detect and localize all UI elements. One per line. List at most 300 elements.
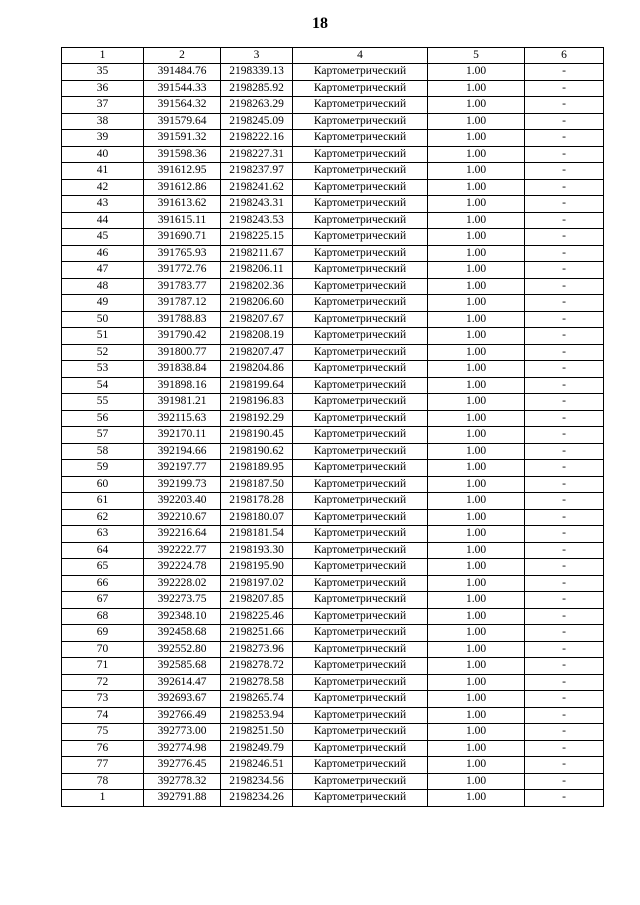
table-row [62,493,604,510]
y-coordinate-cell: 2198339.13 [221,64,293,81]
table-row [62,163,604,180]
table-row [62,311,604,328]
accuracy-cell: 1.00 [428,97,525,114]
table-row [62,212,604,229]
x-coordinate-cell: 391564.32 [144,97,221,114]
note-cell: - [525,64,604,81]
x-coordinate-cell: 392199.73 [144,476,221,493]
y-coordinate-cell: 2198202.36 [221,278,293,295]
method-cell: Картометрический [293,410,428,427]
y-coordinate-cell: 2198193.30 [221,542,293,559]
method-cell: Картометрический [293,377,428,394]
table-row [62,344,604,361]
accuracy-cell: 1.00 [428,460,525,477]
method-cell: Картометрический [293,361,428,378]
table-row [62,740,604,757]
method-cell: Картометрический [293,641,428,658]
point-number-cell: 75 [62,724,144,741]
y-coordinate-cell: 2198190.45 [221,427,293,444]
accuracy-cell: 1.00 [428,146,525,163]
y-coordinate-cell: 2198180.07 [221,509,293,526]
accuracy-cell: 1.00 [428,410,525,427]
note-cell: - [525,377,604,394]
x-coordinate-cell: 392197.77 [144,460,221,477]
y-coordinate-cell: 2198190.62 [221,443,293,460]
point-number-cell: 73 [62,691,144,708]
method-cell: Картометрический [293,592,428,609]
table-row [62,245,604,262]
table-row [62,262,604,279]
x-coordinate-cell: 392273.75 [144,592,221,609]
note-cell: - [525,344,604,361]
method-cell: Картометрический [293,575,428,592]
y-coordinate-cell: 2198241.62 [221,179,293,196]
y-coordinate-cell: 2198206.11 [221,262,293,279]
x-coordinate-cell: 392585.68 [144,658,221,675]
note-cell: - [525,163,604,180]
y-coordinate-cell: 2198246.51 [221,757,293,774]
note-cell: - [525,460,604,477]
method-cell: Картометрический [293,773,428,790]
method-cell: Картометрический [293,707,428,724]
accuracy-cell: 1.00 [428,179,525,196]
y-coordinate-cell: 2198207.67 [221,311,293,328]
table-row [62,707,604,724]
note-cell: - [525,410,604,427]
x-coordinate-cell: 391765.93 [144,245,221,262]
method-cell: Картометрический [293,691,428,708]
table-row [62,460,604,477]
accuracy-cell: 1.00 [428,625,525,642]
point-number-cell: 56 [62,410,144,427]
method-cell: Картометрический [293,608,428,625]
x-coordinate-cell: 392776.45 [144,757,221,774]
y-coordinate-cell: 2198196.83 [221,394,293,411]
point-number-cell: 44 [62,212,144,229]
note-cell: - [525,146,604,163]
accuracy-cell: 1.00 [428,724,525,741]
coordinates-table [61,47,604,807]
accuracy-cell: 1.00 [428,163,525,180]
accuracy-cell: 1.00 [428,493,525,510]
y-coordinate-cell: 2198199.64 [221,377,293,394]
method-cell: Картометрический [293,625,428,642]
x-coordinate-cell: 391612.86 [144,179,221,196]
x-coordinate-cell: 392774.98 [144,740,221,757]
note-cell: - [525,262,604,279]
point-number-cell: 35 [62,64,144,81]
method-cell: Картометрический [293,427,428,444]
note-cell: - [525,542,604,559]
y-coordinate-cell: 2198273.96 [221,641,293,658]
note-cell: - [525,674,604,691]
point-number-cell: 40 [62,146,144,163]
note-cell: - [525,608,604,625]
y-coordinate-cell: 2198225.46 [221,608,293,625]
method-cell: Картометрический [293,97,428,114]
table-row [62,509,604,526]
point-number-cell: 37 [62,97,144,114]
x-coordinate-cell: 391772.76 [144,262,221,279]
point-number-cell: 68 [62,608,144,625]
method-cell: Картометрический [293,757,428,774]
method-cell: Картометрический [293,130,428,147]
accuracy-cell: 1.00 [428,245,525,262]
x-coordinate-cell: 392194.66 [144,443,221,460]
point-number-cell: 47 [62,262,144,279]
accuracy-cell: 1.00 [428,377,525,394]
x-coordinate-cell: 392458.68 [144,625,221,642]
x-coordinate-cell: 391800.77 [144,344,221,361]
x-coordinate-cell: 392552.80 [144,641,221,658]
table-row [62,377,604,394]
table-row [62,790,604,807]
accuracy-cell: 1.00 [428,740,525,757]
point-number-cell: 51 [62,328,144,345]
y-coordinate-cell: 2198195.90 [221,559,293,576]
point-number-cell: 48 [62,278,144,295]
accuracy-cell: 1.00 [428,113,525,130]
note-cell: - [525,757,604,774]
method-cell: Картометрический [293,146,428,163]
table-row [62,229,604,246]
table-row [62,130,604,147]
x-coordinate-cell: 391591.32 [144,130,221,147]
method-cell: Картометрический [293,245,428,262]
y-coordinate-cell: 2198265.74 [221,691,293,708]
point-number-cell: 50 [62,311,144,328]
method-cell: Картометрический [293,476,428,493]
accuracy-cell: 1.00 [428,592,525,609]
table-row [62,64,604,81]
note-cell: - [525,707,604,724]
note-cell: - [525,427,604,444]
x-coordinate-cell: 392115.63 [144,410,221,427]
y-coordinate-cell: 2198225.15 [221,229,293,246]
y-coordinate-cell: 2198278.58 [221,674,293,691]
table-row [62,757,604,774]
accuracy-cell: 1.00 [428,790,525,807]
point-number-cell: 60 [62,476,144,493]
y-coordinate-cell: 2198251.66 [221,625,293,642]
method-cell: Картометрический [293,311,428,328]
y-coordinate-cell: 2198237.97 [221,163,293,180]
y-coordinate-cell: 2198187.50 [221,476,293,493]
y-coordinate-cell: 2198192.29 [221,410,293,427]
table-row [62,328,604,345]
note-cell: - [525,691,604,708]
method-cell: Картометрический [293,196,428,213]
y-coordinate-cell: 2198208.19 [221,328,293,345]
y-coordinate-cell: 2198234.26 [221,790,293,807]
method-cell: Картометрический [293,278,428,295]
method-cell: Картометрический [293,724,428,741]
header-cell: 1 [62,48,144,64]
y-coordinate-cell: 2198263.29 [221,97,293,114]
table-row [62,674,604,691]
accuracy-cell: 1.00 [428,674,525,691]
table-row [62,658,604,675]
accuracy-cell: 1.00 [428,641,525,658]
note-cell: - [525,476,604,493]
x-coordinate-cell: 392766.49 [144,707,221,724]
table-row [62,625,604,642]
note-cell: - [525,328,604,345]
accuracy-cell: 1.00 [428,311,525,328]
note-cell: - [525,394,604,411]
x-coordinate-cell: 392210.67 [144,509,221,526]
x-coordinate-cell: 392222.77 [144,542,221,559]
table-row [62,691,604,708]
method-cell: Картометрический [293,526,428,543]
method-cell: Картометрический [293,212,428,229]
table-row [62,724,604,741]
note-cell: - [525,740,604,757]
accuracy-cell: 1.00 [428,443,525,460]
note-cell: - [525,443,604,460]
x-coordinate-cell: 392778.32 [144,773,221,790]
method-cell: Картометрический [293,740,428,757]
note-cell: - [525,130,604,147]
table-row [62,608,604,625]
accuracy-cell: 1.00 [428,757,525,774]
x-coordinate-cell: 391783.77 [144,278,221,295]
point-number-cell: 67 [62,592,144,609]
table-row [62,295,604,312]
method-cell: Картометрический [293,542,428,559]
note-cell: - [525,592,604,609]
accuracy-cell: 1.00 [428,691,525,708]
x-coordinate-cell: 392224.78 [144,559,221,576]
y-coordinate-cell: 2198204.86 [221,361,293,378]
point-number-cell: 42 [62,179,144,196]
y-coordinate-cell: 2198285.92 [221,80,293,97]
point-number-cell: 41 [62,163,144,180]
method-cell: Картометрический [293,179,428,196]
method-cell: Картометрический [293,559,428,576]
point-number-cell: 77 [62,757,144,774]
method-cell: Картометрический [293,493,428,510]
method-cell: Картометрический [293,344,428,361]
point-number-cell: 52 [62,344,144,361]
y-coordinate-cell: 2198251.50 [221,724,293,741]
accuracy-cell: 1.00 [428,658,525,675]
note-cell: - [525,559,604,576]
note-cell: - [525,641,604,658]
note-cell: - [525,724,604,741]
header-cell: 6 [525,48,604,64]
accuracy-cell: 1.00 [428,328,525,345]
table-row [62,575,604,592]
x-coordinate-cell: 391598.36 [144,146,221,163]
method-cell: Картометрический [293,460,428,477]
note-cell: - [525,311,604,328]
point-number-cell: 43 [62,196,144,213]
method-cell: Картометрический [293,113,428,130]
point-number-cell: 53 [62,361,144,378]
header-cell: 4 [293,48,428,64]
y-coordinate-cell: 2198206.60 [221,295,293,312]
point-number-cell: 38 [62,113,144,130]
method-cell: Картометрический [293,658,428,675]
accuracy-cell: 1.00 [428,773,525,790]
point-number-cell: 69 [62,625,144,642]
note-cell: - [525,245,604,262]
accuracy-cell: 1.00 [428,559,525,576]
point-number-cell: 36 [62,80,144,97]
x-coordinate-cell: 392693.67 [144,691,221,708]
accuracy-cell: 1.00 [428,278,525,295]
point-number-cell: 39 [62,130,144,147]
method-cell: Картометрический [293,80,428,97]
point-number-cell: 66 [62,575,144,592]
page-number: 18 [312,15,328,32]
note-cell: - [525,295,604,312]
note-cell: - [525,179,604,196]
header-cell: 5 [428,48,525,64]
x-coordinate-cell: 391690.71 [144,229,221,246]
accuracy-cell: 1.00 [428,80,525,97]
accuracy-cell: 1.00 [428,295,525,312]
point-number-cell: 59 [62,460,144,477]
y-coordinate-cell: 2198181.54 [221,526,293,543]
point-number-cell: 76 [62,740,144,757]
x-coordinate-cell: 392203.40 [144,493,221,510]
header-cell: 3 [221,48,293,64]
accuracy-cell: 1.00 [428,575,525,592]
note-cell: - [525,196,604,213]
accuracy-cell: 1.00 [428,212,525,229]
note-cell: - [525,509,604,526]
accuracy-cell: 1.00 [428,262,525,279]
point-number-cell: 78 [62,773,144,790]
accuracy-cell: 1.00 [428,64,525,81]
method-cell: Картометрический [293,64,428,81]
note-cell: - [525,80,604,97]
point-number-cell: 71 [62,658,144,675]
x-coordinate-cell: 391615.11 [144,212,221,229]
header-cell: 2 [144,48,221,64]
table-row [62,410,604,427]
note-cell: - [525,790,604,807]
y-coordinate-cell: 2198227.31 [221,146,293,163]
point-number-cell: 49 [62,295,144,312]
note-cell: - [525,113,604,130]
method-cell: Картометрический [293,674,428,691]
y-coordinate-cell: 2198234.56 [221,773,293,790]
y-coordinate-cell: 2198253.94 [221,707,293,724]
table-row [62,526,604,543]
accuracy-cell: 1.00 [428,229,525,246]
table-row [62,773,604,790]
point-number-cell: 72 [62,674,144,691]
accuracy-cell: 1.00 [428,427,525,444]
method-cell: Картометрический [293,443,428,460]
y-coordinate-cell: 2198243.31 [221,196,293,213]
accuracy-cell: 1.00 [428,196,525,213]
y-coordinate-cell: 2198243.53 [221,212,293,229]
y-coordinate-cell: 2198249.79 [221,740,293,757]
accuracy-cell: 1.00 [428,476,525,493]
point-number-cell: 61 [62,493,144,510]
x-coordinate-cell: 391484.76 [144,64,221,81]
x-coordinate-cell: 391787.12 [144,295,221,312]
table-row [62,196,604,213]
note-cell: - [525,361,604,378]
method-cell: Картометрический [293,295,428,312]
note-cell: - [525,658,604,675]
method-cell: Картометрический [293,229,428,246]
x-coordinate-cell: 391898.16 [144,377,221,394]
table-row [62,476,604,493]
y-coordinate-cell: 2198278.72 [221,658,293,675]
table-row [62,394,604,411]
method-cell: Картометрический [293,790,428,807]
table-body [62,64,604,807]
y-coordinate-cell: 2198178.28 [221,493,293,510]
point-number-cell: 55 [62,394,144,411]
point-number-cell: 46 [62,245,144,262]
y-coordinate-cell: 2198189.95 [221,460,293,477]
note-cell: - [525,278,604,295]
note-cell: - [525,212,604,229]
x-coordinate-cell: 391981.21 [144,394,221,411]
note-cell: - [525,97,604,114]
table-row [62,542,604,559]
accuracy-cell: 1.00 [428,707,525,724]
accuracy-cell: 1.00 [428,361,525,378]
table-row [62,361,604,378]
table-row [62,179,604,196]
table-row [62,146,604,163]
point-number-cell: 63 [62,526,144,543]
x-coordinate-cell: 391612.95 [144,163,221,180]
method-cell: Картометрический [293,394,428,411]
note-cell: - [525,493,604,510]
point-number-cell: 70 [62,641,144,658]
table-row [62,427,604,444]
method-cell: Картометрический [293,328,428,345]
y-coordinate-cell: 2198207.47 [221,344,293,361]
table-row [62,592,604,609]
point-number-cell: 65 [62,559,144,576]
point-number-cell: 1 [62,790,144,807]
accuracy-cell: 1.00 [428,542,525,559]
y-coordinate-cell: 2198222.16 [221,130,293,147]
table-row [62,97,604,114]
x-coordinate-cell: 392773.00 [144,724,221,741]
x-coordinate-cell: 391579.64 [144,113,221,130]
x-coordinate-cell: 391613.62 [144,196,221,213]
point-number-cell: 62 [62,509,144,526]
method-cell: Картометрический [293,262,428,279]
note-cell: - [525,575,604,592]
x-coordinate-cell: 392228.02 [144,575,221,592]
table-row [62,641,604,658]
x-coordinate-cell: 391790.42 [144,328,221,345]
note-cell: - [525,229,604,246]
note-cell: - [525,526,604,543]
method-cell: Картометрический [293,509,428,526]
table-row [62,443,604,460]
y-coordinate-cell: 2198211.67 [221,245,293,262]
point-number-cell: 58 [62,443,144,460]
point-number-cell: 64 [62,542,144,559]
accuracy-cell: 1.00 [428,344,525,361]
table-row [62,80,604,97]
accuracy-cell: 1.00 [428,130,525,147]
x-coordinate-cell: 392614.47 [144,674,221,691]
